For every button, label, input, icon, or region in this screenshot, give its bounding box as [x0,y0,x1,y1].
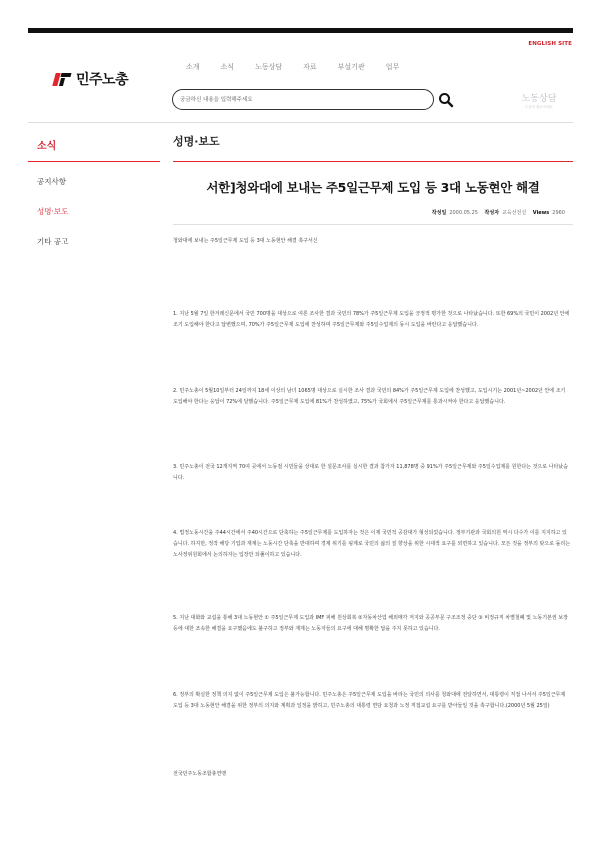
search-icon[interactable] [438,92,454,108]
article-paragraph: 3. 민주노총이 전국 12개지역 70여 곳에서 노동절 시민들을 상대로 한 설문조사를 실시한 결과 참가자 11,878명 중 91%가 주5일근무제와 주5일수업제를 원한다는 것으로 나타났습니다. [173,464,568,481]
nav-item-counsel[interactable]: 노동상담 [255,63,283,71]
nav-item-resources[interactable]: 자료 [303,63,317,71]
search-box [172,89,434,110]
top-bar [28,28,573,33]
date-label: 작성일 [431,210,447,216]
article-paragraph: 4. 법정노동시간을 주44시간에서 주40시간으로 단축하는 주5일근무제를 도입하자는 것은 이제 국민적 공감대가 형성되었습니다. 정부기관과 국회의원 역시 다수가 이를 지지하고 있습니다. 하지만, 정작 해당 기업과 재계는 노동시간 단축을 반대하며 경제 위기를 핑계로 국민의 삶의 질 향상을 위한 시대적 요구를 외면하고 있습니다. 모든 것을 정부의 탓으로 돌리는 노사정위원회에서 논의하자는 입장만 되풀이하고 있습니다. [173,530,571,558]
sidebar-title: 소식 [37,141,57,152]
logo-icon [52,72,72,86]
sidebar-item-other-notices[interactable]: 기타 공고 [37,237,69,246]
article-paragraph: 1. 지난 5월 7일 한겨레신문에서 국민 700명을 대상으로 여론 조사한 결과 국민의 78%가 주5일근무제 도입을 긍정적 평가한 것으로 나타났습니다. 또한 69%의 국민이 2002년 안에 조기 도입해야 한다고 답변했으며, 70%가 주5일근무제 도입에 찬성하며 주5일근무제와 주5일수업제의 동시 도입을 바란다고 응답했습니다. [173,311,570,328]
sidebar-item-statements[interactable]: 성명·보도 [37,207,69,216]
article-paragraph: 5. 지난 대화와 교섭을 통해 3대 노동현안 ① 주5일근무제 도입과 IMF 피해 원상회복 ②자동차산업 해외매각 저지와 공공부문 구조조정 중단 ③ 비정규직 차별철폐 및 노동기본권 보장 등에 대한 조속한 해결을 요구했음에도 불구하고 정부와 재계는 노동자들의 요구에 대해 명확한 답을 주지 못하고 있습니다. [173,615,569,632]
article-paragraph: 6. 정부의 확실한 정책 의지 없이 주5일근무제 도입은 불가능합니다. 민주노총은 주5일근무제 도입을 바라는 국민의 의사를 청와대에 전달하면서, 대통령이 직접 나서서 주5일근무제 도입 등 3대 노동현안 해결을 위한 정부의 의지와 계획과 일정을 밝히고, 민주노총의 대통령 면담 요청과 노정 직접교섭 요구를 받아들일 것을 촉구합니다.(2000년 5월 25일) [173,692,566,709]
author-label: 작성자 [484,210,500,216]
views-label: Views [532,210,550,216]
article-meta [427,209,565,216]
counsel-label: 노동상담 [521,94,557,104]
nav-item-about[interactable]: 소개 [186,63,200,71]
english-site-link[interactable]: ENGLISH SITE [528,41,572,47]
sidebar-item-notices[interactable]: 공지사항 [37,177,66,186]
meta-divider [173,224,573,225]
sidebar-divider [28,161,160,162]
header-divider [28,122,573,123]
logo-text: 민주노총 [76,72,129,88]
article-paragraph: 2. 민주노총이 5월10일부터 24일까지 18세 이상의 남녀 1065명 대상으로 실시한 조사 결과 국민의 84%가 주5일근무제 도입에 찬성했고, 도입시기는 2001년~2002년 안에 조기 도입해야 한다는 응답이 72%에 달했습니다. 주5일근무제 도입에 81%가 찬성하였고, 75%가 국회에서 주5일근무제를 통과시켜야 한다고 응답했습니다. [173,388,566,405]
title-divider [173,161,573,162]
nav-item-affiliates[interactable]: 부설기관 [337,63,365,71]
page-title: 성명·보도 [173,135,220,148]
article-title: 서한]청와대에 보내는 주5일근무제 도입 등 3대 노동현안 해결 [206,180,540,195]
logo[interactable] [52,70,128,88]
counsel-sub-label: 도움이 필요하세요 [524,105,554,109]
sidebar-menu [37,176,68,266]
nav-item-news[interactable]: 소식 [220,63,235,71]
date-value: 2000.05.25 [449,210,478,216]
article-signature: 전국민주노동조합총연맹 [173,771,227,777]
author-value: 교육선전실 [502,210,527,216]
article-paragraph: 청와대에 보내는 주5일근무제 도입 등 3대 노동현안 해결 촉구서신 [173,238,318,244]
search-input[interactable] [180,94,420,106]
main-nav [186,62,420,72]
nav-item-work[interactable]: 업무 [385,63,400,71]
views-value: 2960 [552,210,565,216]
counsel-link[interactable] [517,91,561,110]
